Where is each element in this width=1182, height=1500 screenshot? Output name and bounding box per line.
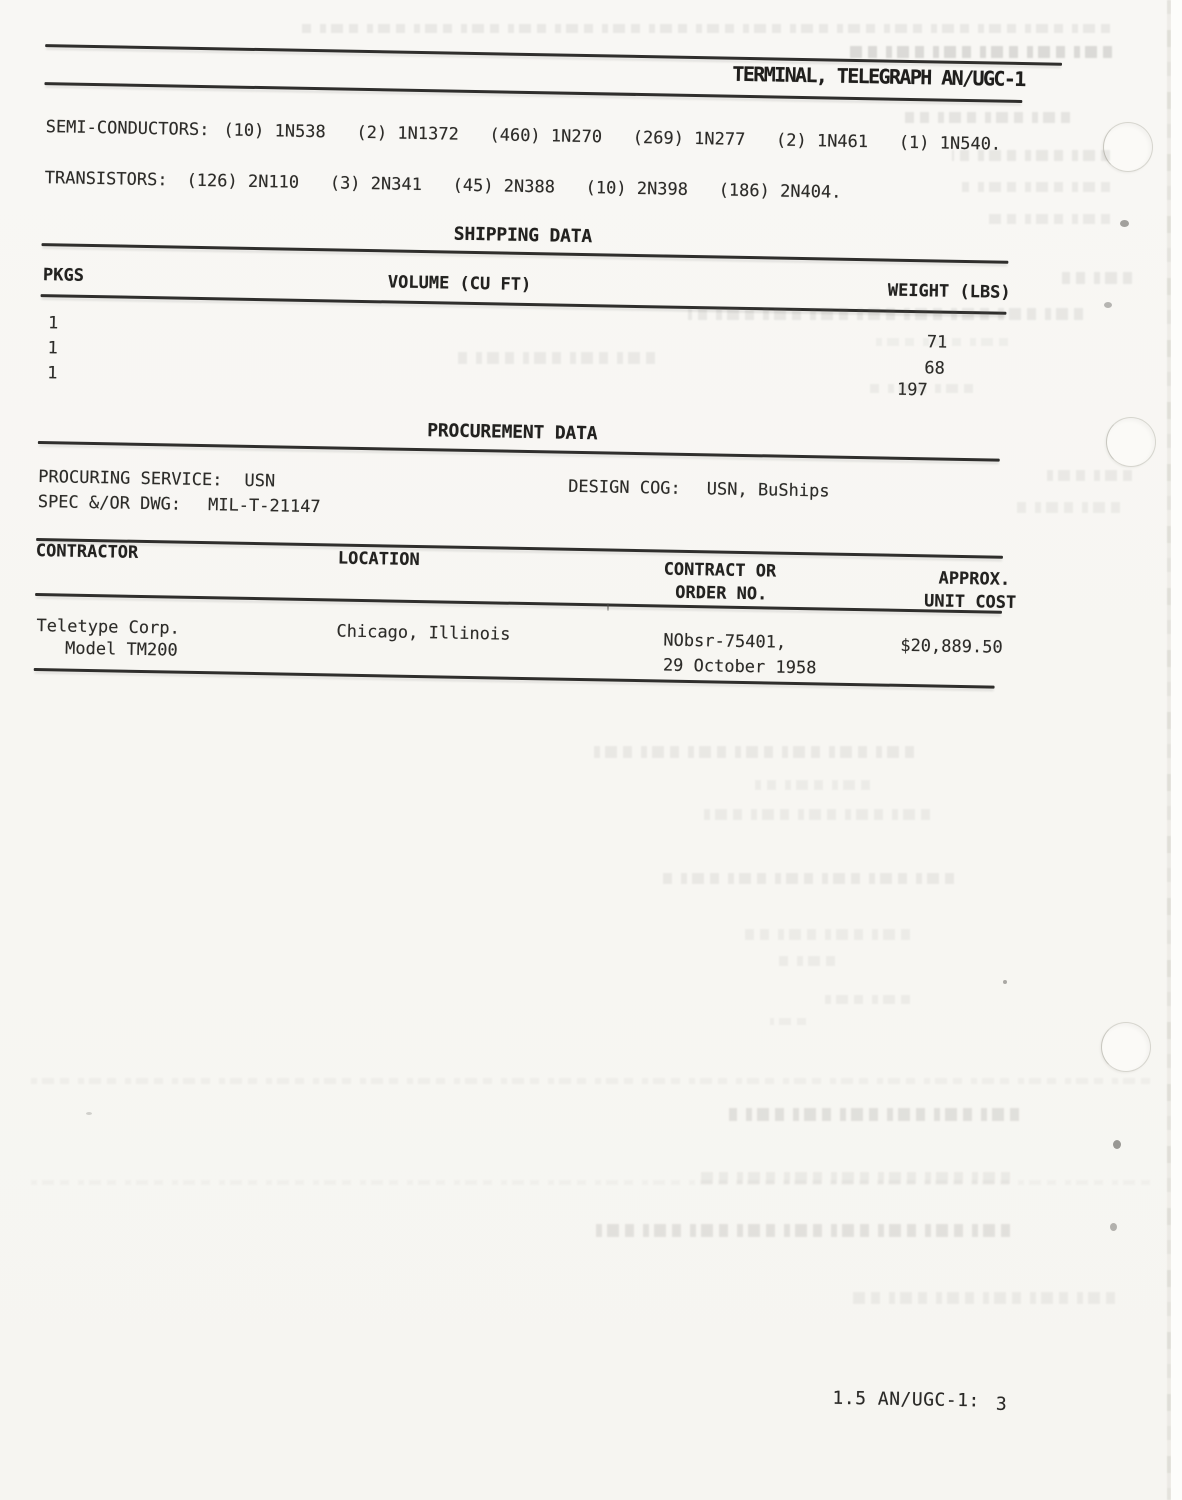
transistors-label: TRANSISTORS:	[44, 168, 168, 191]
spec-dwg-label: SPEC &/OR DWG:	[37, 492, 182, 515]
horizontal-rules	[0, 0, 1182, 21]
spec-dwg-row	[38, 492, 321, 517]
semi-conductors-label: SEMI-CONDUCTORS:	[45, 117, 210, 141]
column-header-volume: VOLUME (CU FT)	[387, 272, 532, 296]
shipping-row-weight: 71	[926, 332, 948, 353]
column-header-location: LOCATION	[337, 548, 420, 571]
page-footer	[832, 1388, 1007, 1413]
semi-conductors-row	[45, 117, 1001, 155]
shipping-row-pkgs: 1	[47, 338, 59, 359]
horizontal-rule	[36, 538, 1003, 559]
shipping-row-pkgs: 1	[47, 313, 59, 334]
transistors-values: (126) 2N110 (3) 2N341 (45) 2N388 (10) 2N398 (186) 2N404.	[186, 170, 842, 203]
shipping-row-weight: 197	[896, 379, 928, 401]
contractor-name: Teletype Corp.	[36, 616, 180, 639]
unit-cost-value: $20,889.50	[900, 635, 1003, 658]
column-header-contract-or: CONTRACT OR	[663, 559, 777, 582]
design-cog-label: DESIGN COG:	[567, 476, 681, 499]
contractor-location: Chicago, Illinois	[336, 621, 511, 645]
design-cog-value: USN, BuShips	[706, 479, 830, 502]
contractor-model: Model TM200	[64, 638, 178, 661]
shipping-row-weight: 68	[924, 358, 946, 379]
horizontal-rule	[45, 44, 1062, 65]
column-header-weight: WEIGHT (LBS)	[887, 280, 1011, 303]
horizontal-rule	[34, 668, 995, 689]
page-title: TERMINAL, TELEGRAPH AN/UGC-1	[732, 61, 1025, 92]
horizontal-rule	[35, 593, 1002, 614]
shipping-data-title: SHIPPING DATA	[453, 223, 593, 248]
procuring-service-value: USN	[244, 470, 276, 492]
procuring-service-row	[38, 467, 275, 491]
design-cog-row	[568, 477, 830, 502]
procurement-data-title: PROCUREMENT DATA	[426, 420, 598, 445]
footer-reference: 1.5 AN/UGC-1:	[832, 1387, 981, 1412]
column-header-contractor: CONTRACTOR	[35, 541, 139, 563]
footer-page-number: 3	[995, 1393, 1008, 1415]
transistors-row	[45, 168, 842, 203]
horizontal-rule	[38, 441, 1000, 462]
column-header-approx: APPROX.	[938, 568, 1011, 590]
procuring-service-label: PROCURING SERVICE:	[38, 467, 223, 491]
contract-date: 29 October 1958	[662, 655, 817, 679]
shipping-row-pkgs: 1	[46, 363, 58, 384]
spec-dwg-value: MIL-T-21147	[207, 495, 321, 518]
horizontal-rule	[41, 243, 1008, 264]
column-header-order-no: ORDER NO.	[675, 582, 768, 605]
horizontal-rule	[41, 294, 1007, 315]
column-header-pkgs: PKGS	[42, 265, 85, 286]
semi-conductors-values: (10) 1N538 (2) 1N1372 (460) 1N270 (269) 1N277 (2) 1N461 (1) 1N540.	[223, 120, 1002, 155]
contract-number: NObsr-75401,	[663, 630, 787, 653]
column-header-unit-cost: UNIT COST	[923, 591, 1017, 613]
